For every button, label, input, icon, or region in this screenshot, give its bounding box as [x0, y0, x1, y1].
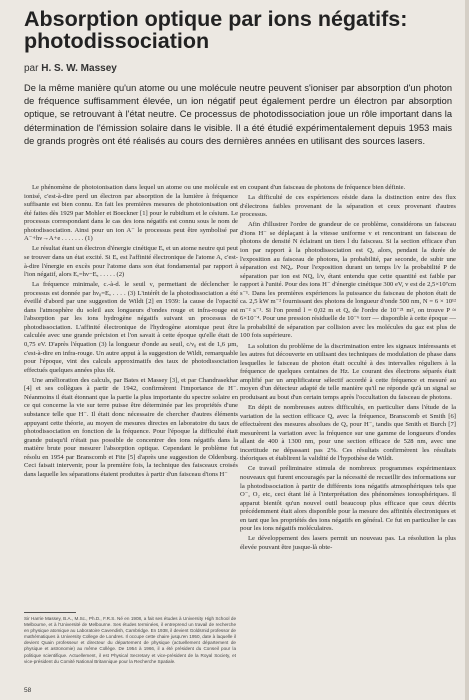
page-edge	[465, 0, 469, 700]
body-paragraph: Ce travail préliminaire stimula de nombreux programmes expérimentaux nouveaux qui furent encouragés par la nécessité de recueillir des informations sur la photodissociation à partir de différents ions négatifs atmosphériques tels que O⁻, O₂ etc, ceci étant lié à l'interprétation des phénomènes ionosphériques. Il apparut bientôt qu'un nouvel outil beaucoup plus efficace que ceux décrits précédemment était alors disponible pour la mesure des affinités électroniques et en tant que les propriétés des ions négatifs en général. Ce fut en particulier le cas pour les ions négatifs moléculaires.	[240, 465, 456, 533]
lead-paragraph: De la même manière qu'un atome ou une molécule neutre peuvent s'ioniser par absorption d'un photon de fréquence suffisamment élevée, un ion négatif peut également perdre un électron par absorption optique, se retrouvant à l'état neutre. Ce processus de photodissociation joue un rôle important dans la détermination de l'émission solaire dans le visible. Il a été étudié expérimentalement depuis 1953 mais de grands progrès ont été réalisés au cours des dernières années en utilisant des sources lasers.	[24, 83, 452, 146]
body-paragraph: Le phénomène de photoionisation dans lequel un atome ou une molécule est ionisé, c'est-à-dire perd un électron par absorption de la lumière à fréquence suffisante est bien connu. En fait les premières mesures de photoionisation ont été faites dès 1929 par Mohler et Boeckner [1] pour le rubidium et le césium. Le processus correspondant dans le cas des ions négatifs est connu sous le nom de photodissociation. Ainsi pour un ion A⁻ le processus peut être symbolisé par A⁻+hν→A+e . . . . . . . (1)	[24, 184, 238, 243]
body-paragraph: en coupant d'un faisceau de photons de fréquence bien définie.	[240, 184, 406, 191]
body-paragraph: Le résultat étant un électron d'énergie cinétique Eₑ et un atome neutre qui peut se trouver dans un état excité. Si Eₐ est l'affinité électronique de l'atome A, c'est-à-dire l'énergie en excès pour l'atome dans son état fondamental par rapport à l'ion négatif, alors Eₑ=hν−Eₐ . . . . . (2)	[24, 245, 238, 279]
body-paragraph: La difficulté de ces expériences réside dans la distinction entre des flux d'électrons faibles provenant de la séparation et ceux provenant d'autres processus.	[240, 194, 456, 219]
body-paragraph: La fréquence minimale, c.-à-d. le seuil ν, permettant de déclencher le processus est donnée par hν₀=Eₐ . . . . (3) L'intérêt de la photodissociation a été éveillé d'abord par une suggestion de Wildt [2] en 1939: la cause de l'opacité dans l'atmosphère du soleil aux longueurs d'ondes rouge et infra-rouge est l'absorption par les ions hydrogène négatifs suivant un processus de photodissociation. L'affinité électronique de l'hydrogène atomique peut être calculée avec une grande précision et l'on savait à cette époque qu'elle était de 0,75 eV. D'après l'équation (3) la longueur d'onde au seuil, c/ν₀ est de 1,6 µm, c'est-à-dire en infra-rouge. Un autre appui à la suggestion de Wildt, remarquable pour l'époque, vint des calculs approximatifs des taux de photodissociation effectués quelques années plus tôt.	[24, 281, 238, 374]
author-footnote: Sir Harrie Massey, B.A., M.Sc., Ph.D., F.R.S. Né en 1908, a fait ses études à University High School de Melbourne, et à l'Université de Melbourne. Ses études terminées, il entreprend un travail de recherche en physique atomique au Laboratoire Cavendish, Cambridge. En 1938, il devient Goldsmid professor de mathématiques à University College de Londres. Il occupe cette chaire jusqu'en 1950, date à laquelle il devient Quain professeur et directeur du département de physique (actuellement département de physique et astronomie) au même Collège. De 1954 à 1966, il a été président du Conseil pour la politique scientifique. Actuellement, il est Physical Secretary et vice-président de la Royal Society, et vice-président du Comité National Britannique pour la Recherche Spatiale.	[24, 616, 236, 664]
body-paragraph: La solution du problème de la discrimination entre les signaux intéressants et les autres fut découverte en utilisant des techniques de modulation de phase dans lesquelles le faisceau de photon était occulté à des intervalles réguliers à la fréquence de quelques centaines de Hz. Le courant des électrons séparés était amplifié par un amplificateur sélectif accordé à cette fréquence et mesuré au moyen d'un détecteur adapté de telle manière qu'il ne réponde qu'à un signal se produisant au bout d'un certain temps après l'occultation du faisceau de photons.	[240, 342, 456, 401]
byline-prefix: par	[24, 63, 39, 74]
right-column	[240, 184, 456, 554]
body-paragraph: Afin d'illustrer l'ordre de grandeur de ce problème, considérons un faisceau d'ions H⁻ se déplaçant à la vitesse uniforme v et rencontrant un faisceau de photons de densité N éclairant un tiers l du faisceau. Si la section efficace d'un ion par rapport à la photodissociation est Qₐ alors, pendant la durée de l'exposition au faisceau de photons, la probabilité, par seconde, de subir une séparation est NQₐ. Pour l'exposition durant un temps l/v la probabilité P de séparation par ion est NQₐ l/v, étant entendu que cette quantité est faible par rapport à l'unité. Pour des ions H⁻ d'énergie cinétique 300 eV, v est de 2,5×10⁷cm s⁻¹. Dans les premières expériences la puissance du faisceau de photon était de ca. 2,5 kW m⁻² fournissant des photons de longueur d'onde 500 nm, N = 6 × 10¹² m⁻² s⁻¹. Si l'on prend l = 0,02 m et Qₐ de l'ordre de 10⁻²¹ m², on trouve P ≈ 6×10⁻⁴. Pour une pression résiduelle de 10⁻⁶ torr — disponible à cette époque — la probabilité de séparation par collision avec les molécules du gaz est plus de 100 fois supérieure.	[240, 221, 456, 340]
left-column	[24, 184, 238, 481]
body-paragraph: Une amélioration des calculs, par Bates et Massey [3], et par Chandrasekhar [4] et ses collègues à partir de 1942, confirmèrent l'importance de H⁻. Néanmoins il était étonnant que la partie la plus importante du spectre solaire en ce qui concerne la vie sur terre puisse être déterminée par les propriétés d'une substance telle que H⁻. Il était donc nécessaire de chercher d'autres éléments appuyant cette théorie, au moyen de mesures directes en laboratoire du taux de photodissociation en fonction de la fréquence. Pour l'époque la difficulté était grande puisqu'il n'était pas possible de concentrer des ions négatifs dans la matière brute pour mesurer l'absorption optique. Cependant le problème fut résolu en 1954 par Branscomb et Fite [5] d'après une suggestion de Oldenburg. Ceci faisait intervenir, pour la première fois, la technique des faisceaux croisés dans laquelle les séparations étaient produites à partir d'un faisceau d'ions H⁻	[24, 376, 238, 478]
body-paragraph: Le développement des lasers permit un nouveau pas. La résolution la plus élevée pouvant être jusque-là obte-	[240, 535, 456, 551]
author-name: H. S. W. Massey	[41, 63, 117, 74]
byline	[24, 63, 117, 74]
body-paragraph: En dépit de nombreuses autres difficultés, en particulier dans l'étude de la variation de la section efficace Qₐ avec la fréquence, Branscomb et Smith [6] effectuèrent des mesures absolues de Qₐ pour H⁻, tandis que Smith et Burch [7] mesurèrent la variation avec la fréquence sur une gamme de longueurs d'ondes allant de 400 à 1300 nm, pour une section efficace de 528 nm, avec une incertitude ne dépassant pas 2%. Ces résultats confirmèrent les résultats théoriques et établirent la validité de l'hypothèse de Wildt.	[240, 404, 456, 463]
footnote-divider	[24, 612, 76, 613]
article-title: Absorption optique par ions négatifs: photodissociation	[24, 7, 408, 53]
page-number: 58	[24, 687, 32, 694]
